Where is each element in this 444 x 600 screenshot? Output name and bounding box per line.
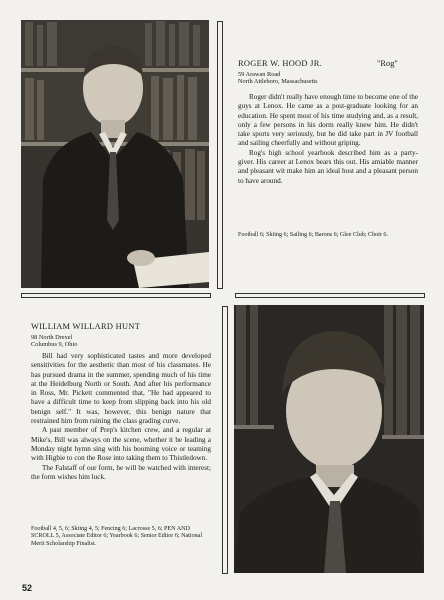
roger-address-line-2: North Attleboro, Massachusetts: [238, 78, 318, 86]
vertical-rule-top: [217, 21, 223, 289]
roger-nickname: "Rog": [377, 59, 398, 68]
william-address: [31, 334, 77, 349]
vertical-rule-bottom: [222, 306, 228, 574]
roger-biography: [238, 93, 418, 186]
horizontal-rule-right: [235, 293, 425, 298]
roger-hood-photo: [21, 20, 209, 288]
horizontal-rule-left: [21, 293, 211, 298]
roger-paragraph-1: Roger didn't really have enough time to become one of the guys at Lenox. He came as a post-graduate looking for an education. He spent most of his time studying and, as a result, only a few persons in his dorm really knew him. He didn't take sports very seriously, but he did take part in JV football and sailing cheerfully and without griping.: [238, 93, 418, 148]
william-biography: [31, 352, 211, 482]
william-paragraph-1: Bill had very sophisticated tastes and more developed sensitivities for the aesthetic than most of his classmates. He has pursued drama in the summer, spending much of his time at the Heidelburg North or South. And after his performance in Ross, Mr. Pickett commented that, "He had appeared to have a difficult time to keep from slipping back into his old benign self." It was, however, this benign nature that restrained him from ruining the class grading curve.: [31, 352, 211, 426]
page-number: 52: [22, 583, 33, 593]
roger-name: ROGER W. HOOD JR.: [238, 59, 322, 68]
roger-paragraph-2: Rog's high school yearbook described him as a party-giver. His career at Lenox bears this out. His amiable manner and pleasant wit make him an ideal host and a pleasant person to have around.: [238, 148, 418, 185]
roger-address: [238, 71, 318, 86]
william-activities: Football 4, 5, 6; Skiing 4, 5; Fencing 6; Lacrosse 5, 6; PEN AND SCROLL 5, Associate Editor 6; Yearbook 6; Senior Editor 6; National Merit Scholarship Finalist.: [31, 526, 203, 547]
roger-activities: Football 6; Skiing 6; Sailing 6; Barons 6; Glee Club; Choir 6.: [238, 232, 388, 238]
roger-address-line-1: 59 Arawan Road: [238, 71, 281, 78]
william-paragraph-3: The Falstaff of our form, he will be watched with interest; the form wishes him luck.: [31, 463, 211, 481]
william-hunt-photo: [234, 305, 424, 573]
william-address-line-1: 98 North Drexel: [31, 334, 73, 341]
william-paragraph-2: A past member of Prep's kitchen crew, and a regular at Mike's, Bill was always on the scene, whether it be leading a Monday night hymn sing with his booming voice or teaming with Higbie to con the Rose into taking them to Thistledown.: [31, 426, 211, 463]
william-address-line-2: Columbus 9, Ohio: [31, 341, 78, 349]
william-name: WILLIAM WILLARD HUNT: [31, 322, 141, 331]
